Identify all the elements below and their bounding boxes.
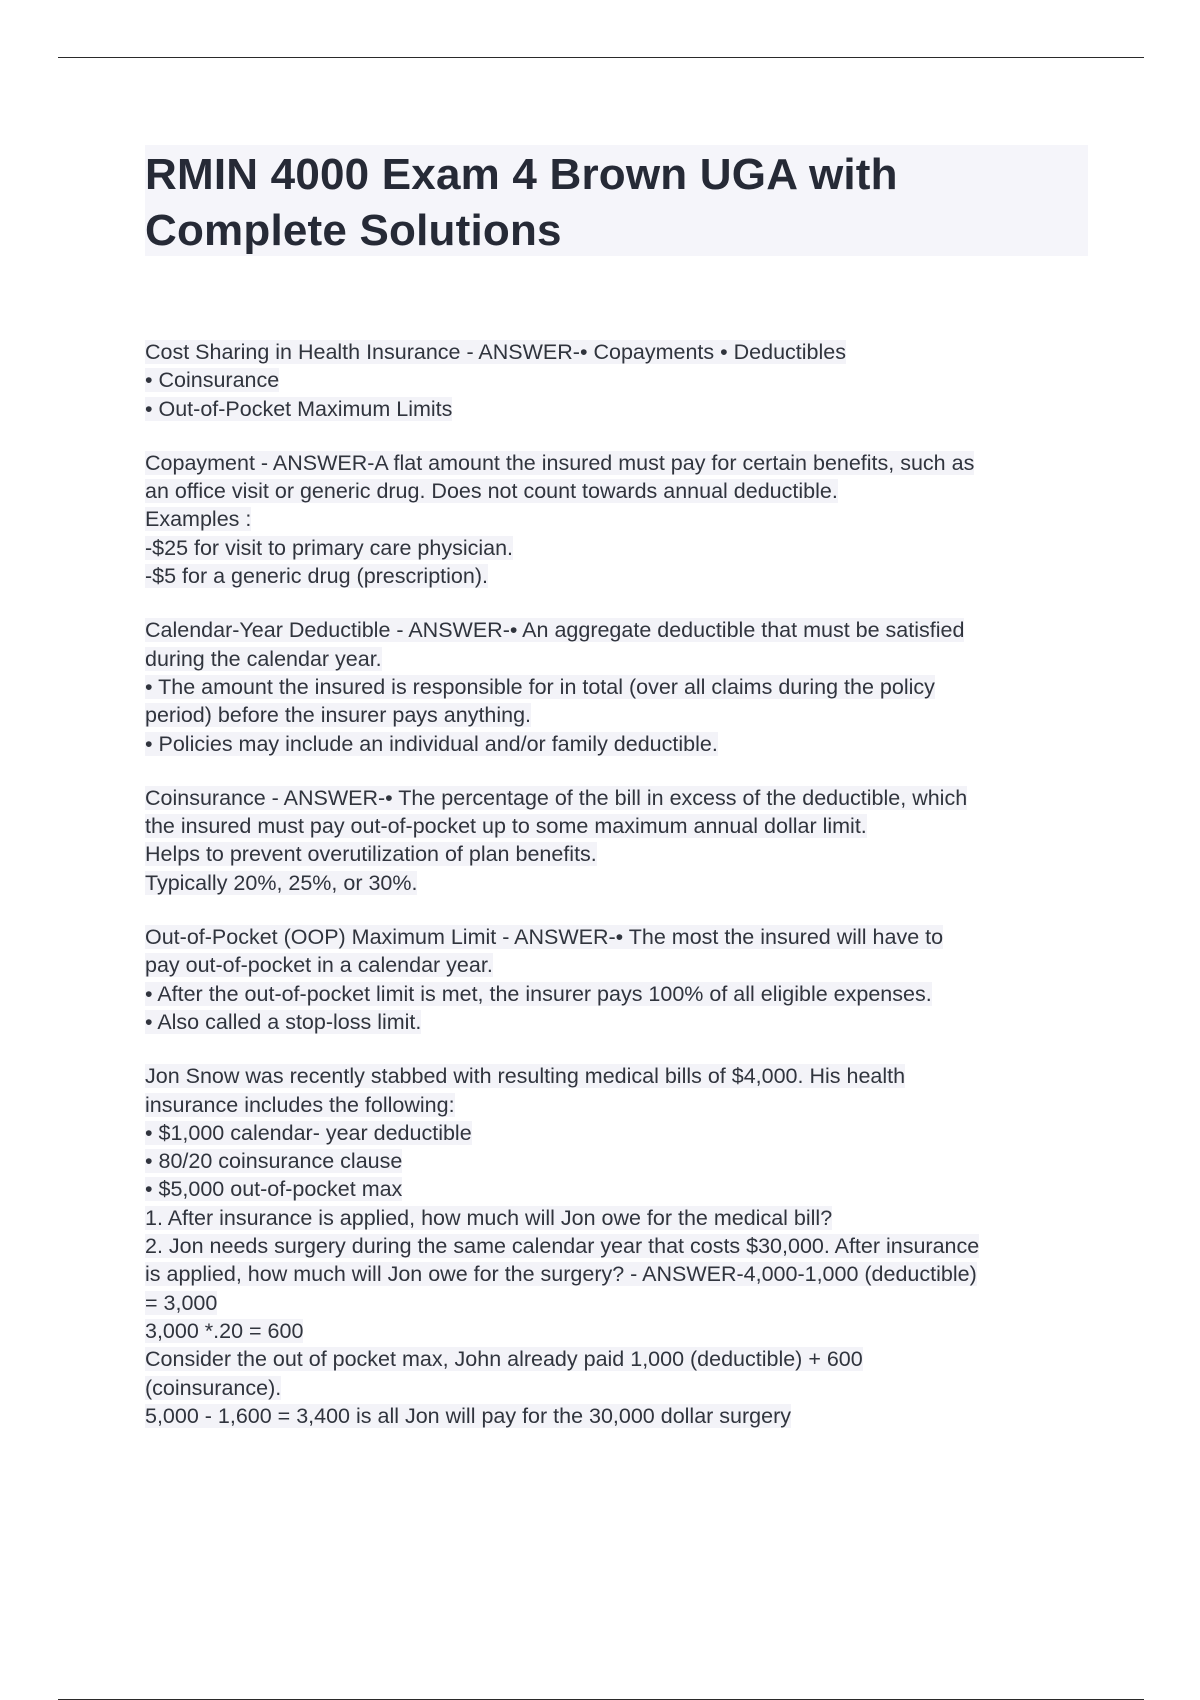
page-title-line-1: RMIN 4000 Exam 4 Brown UGA with bbox=[145, 150, 898, 199]
text-line: an office visit or generic drug. Does not count towards annual deductible. bbox=[145, 479, 838, 504]
document-body bbox=[145, 338, 1088, 1456]
text-line: • 80/20 coinsurance clause bbox=[145, 1149, 403, 1174]
text-line: is applied, how much will Jon owe for the surgery? - ANSWER-4,000-1,000 (deductible) bbox=[145, 1262, 977, 1287]
text-line: (coinsurance). bbox=[145, 1375, 282, 1400]
text-line: Coinsurance - ANSWER-• The percentage of the bill in excess of the deductible, which bbox=[145, 785, 968, 810]
text-line: 5,000 - 1,600 = 3,400 is all Jon will pay for the 30,000 dollar surgery bbox=[145, 1403, 791, 1428]
title-block bbox=[145, 145, 1088, 256]
text-line: Consider the out of pocket max, John already paid 1,000 (deductible) + 600 bbox=[145, 1347, 863, 1372]
text-line: 3,000 *.20 = 600 bbox=[145, 1318, 304, 1343]
text-line: • $1,000 calendar- year deductible bbox=[145, 1120, 472, 1145]
qa-entry-copayment bbox=[145, 449, 1088, 590]
text-line: • $5,000 out-of-pocket max bbox=[145, 1177, 403, 1202]
text-line: Jon Snow was recently stabbed with resulting medical bills of $4,000. His health bbox=[145, 1064, 906, 1089]
text-line: Cost Sharing in Health Insurance - ANSWER-• Copayments • Deductibles bbox=[145, 340, 846, 364]
text-line: • Out-of-Pocket Maximum Limits bbox=[145, 396, 453, 421]
text-line: during the calendar year. bbox=[145, 646, 382, 671]
text-line: Copayment - ANSWER-A flat amount the insured must pay for certain benefits, such as bbox=[145, 450, 975, 475]
qa-entry-cost-sharing bbox=[145, 338, 1088, 423]
text-line: Typically 20%, 25%, or 30%. bbox=[145, 870, 418, 895]
text-line: = 3,000 bbox=[145, 1290, 218, 1315]
qa-entry-oop-maximum bbox=[145, 923, 1088, 1036]
text-line: Out-of-Pocket (OOP) Maximum Limit - ANSWER-• The most the insured will have to bbox=[145, 925, 944, 950]
text-line: • Coinsurance bbox=[145, 368, 280, 393]
page-title-line-2: Complete Solutions bbox=[145, 206, 562, 255]
qa-entry-coinsurance bbox=[145, 784, 1088, 897]
text-line: Calendar-Year Deductible - ANSWER-• An aggregate deductible that must be satisfied bbox=[145, 618, 965, 643]
text-line: -$5 for a generic drug (prescription). bbox=[145, 564, 488, 589]
text-line: -$25 for visit to primary care physician. bbox=[145, 535, 514, 560]
text-line: insurance includes the following: bbox=[145, 1092, 455, 1117]
text-line: 1. After insurance is applied, how much will Jon owe for the medical bill? bbox=[145, 1205, 833, 1230]
text-line: Examples : bbox=[145, 507, 252, 532]
text-line: • Policies may include an individual and/or family deductible. bbox=[145, 731, 718, 756]
text-line: • Also called a stop-loss limit. bbox=[145, 1009, 422, 1034]
text-line: 2. Jon needs surgery during the same calendar year that costs $30,000. After insurance bbox=[145, 1234, 980, 1259]
text-line: Helps to prevent overutilization of plan benefits. bbox=[145, 842, 597, 867]
qa-entry-jon-snow-problem bbox=[145, 1062, 1088, 1430]
text-line: • After the out-of-pocket limit is met, the insurer pays 100% of all eligible expenses. bbox=[145, 981, 932, 1006]
text-line: • The amount the insured is responsible for in total (over all claims during the policy bbox=[145, 674, 935, 699]
qa-entry-calendar-year-deductible bbox=[145, 616, 1088, 757]
text-line: the insured must pay out-of-pocket up to some maximum annual dollar limit. bbox=[145, 814, 867, 839]
header-rule bbox=[58, 57, 1144, 58]
text-line: pay out-of-pocket in a calendar year. bbox=[145, 953, 493, 978]
text-line: period) before the insurer pays anything. bbox=[145, 703, 532, 728]
page-title bbox=[145, 147, 1088, 259]
